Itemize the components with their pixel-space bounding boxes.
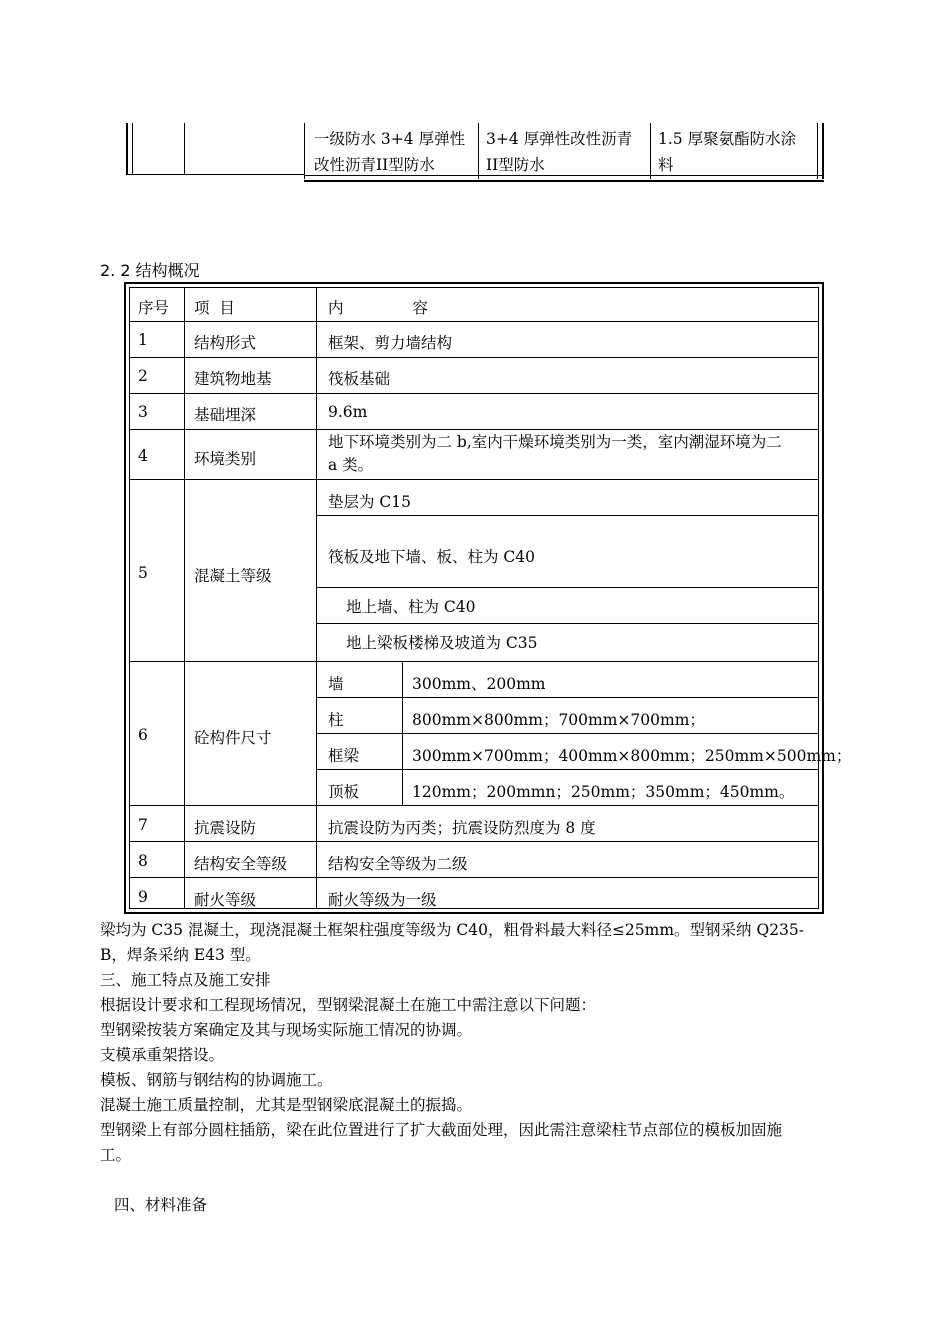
paragraph-line: 型钢梁上有部分圆柱插筋，梁在此位置进行了扩大截面处理，因此需注意梁柱节点部位的模板加固施 [100, 1121, 783, 1139]
paragraph-line: 混凝土施工质量控制，尤其是型钢梁底混凝土的振捣。 [100, 1096, 473, 1114]
row-6-sub-1-value: 300mm、200mm [412, 675, 546, 693]
row-4-content: 地下环境类别为二 b,室内干燥环境类别为一类，室内潮湿环境为二 a 类。 [328, 433, 782, 474]
row-6-sub-4-value: 120mm；200mmn；250mm；350mm；450mm。 [412, 783, 795, 801]
row-5-sub-2: 筏板及地下墙、板、柱为 C40 [328, 548, 536, 566]
section-heading-construction: 三、施工特点及施工安排 [100, 971, 271, 989]
paragraph-line: 型钢梁按装方案确定及其与现场实际施工情况的协调。 [100, 1021, 473, 1039]
row-5-item: 混凝土等级 [194, 567, 272, 585]
row-6-no: 6 [138, 726, 148, 744]
row-6-sub-1-key: 墙 [328, 675, 344, 693]
row-7-no: 7 [138, 816, 148, 834]
row-7-item: 抗震设防 [194, 819, 257, 837]
section-heading-materials: 四、材料准备 [114, 1196, 208, 1214]
row-6-sub-3-key: 框梁 [328, 747, 360, 765]
row-2-no: 2 [138, 367, 148, 385]
row-5-no: 5 [138, 564, 148, 582]
waterproof-cell-2: 3+4 厚弹性改性沥青 II型防水 [486, 130, 633, 174]
row-6-sub-4-key: 顶板 [328, 783, 360, 801]
row-9-item: 耐火等级 [194, 891, 257, 909]
row-6-item: 砼构件尺寸 [194, 729, 272, 747]
header-content: 内 容 [328, 299, 428, 317]
waterproof-cell-1: 一级防水 3+4 厚弹性 改性沥青II型防水 [314, 130, 466, 174]
row-6-sub-3-value: 300mm×700mm；400mm×800mm；250mm×500mm； [412, 747, 852, 765]
paragraph-line: B，焊条采纳 E43 型。 [100, 946, 261, 964]
waterproof-cell-3: 1.5 厚聚氨酯防水涂 料 [658, 130, 797, 174]
row-6-sub-2-key: 柱 [328, 711, 344, 729]
row-8-no: 8 [138, 852, 148, 870]
top-waterproof-table-fragment [126, 123, 824, 179]
row-4-item: 环境类别 [194, 450, 257, 468]
row-4-no: 4 [138, 447, 148, 465]
section-heading-structure: 2. 2 结构概况 [100, 261, 200, 280]
paragraph-line: 梁均为 C35 混凝土，现浇混凝土框架柱强度等级为 C40，粗骨料最大料径≤25mm。型钢采纳 Q235- [100, 921, 805, 939]
row-1-content: 框架、剪力墙结构 [328, 334, 453, 352]
paragraph-line: 根据设计要求和工程现场情况，型钢梁混凝土在施工中需注意以下问题： [100, 996, 597, 1014]
row-3-no: 3 [138, 403, 148, 421]
row-3-item: 基础埋深 [194, 406, 257, 424]
row-1-item: 结构形式 [194, 334, 257, 352]
row-8-item: 结构安全等级 [194, 855, 288, 873]
row-2-content: 筏板基础 [328, 370, 391, 388]
paragraph-line: 工。 [100, 1146, 132, 1164]
paragraph-line: 支模承重架搭设。 [100, 1046, 225, 1064]
row-7-content: 抗震设防为丙类；抗震设防烈度为 8 度 [328, 819, 596, 837]
row-5-sub-1: 垫层为 C15 [328, 493, 412, 511]
row-1-no: 1 [138, 331, 148, 349]
row-6-sub-2-value: 800mm×800mm；700mm×700mm； [412, 711, 705, 729]
row-2-item: 建筑物地基 [194, 370, 272, 388]
header-no: 序号 [138, 299, 170, 317]
row-5-sub-3: 地上墙、柱为 C40 [346, 598, 476, 616]
row-3-content: 9.6m [328, 403, 368, 421]
row-9-content: 耐火等级为一级 [328, 891, 437, 909]
row-8-content: 结构安全等级为二级 [328, 855, 468, 873]
row-9-no: 9 [138, 888, 148, 906]
row-5-sub-4: 地上梁板楼梯及坡道为 C35 [346, 634, 538, 652]
structure-overview-table [124, 282, 852, 914]
header-item: 项 目 [194, 299, 235, 317]
paragraph-line: 模板、钢筋与钢结构的协调施工。 [100, 1071, 333, 1089]
